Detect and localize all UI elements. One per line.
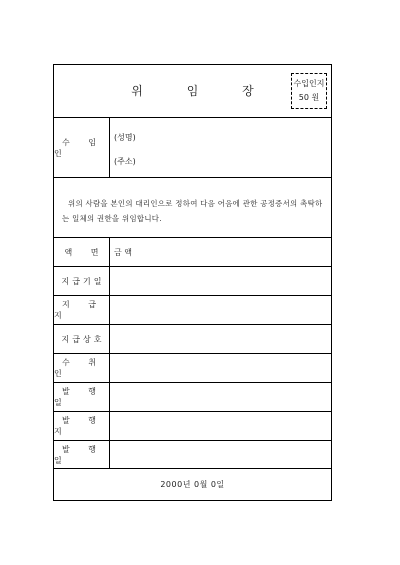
field-value[interactable] — [110, 267, 331, 295]
recipient-name-field[interactable]: (성명) — [114, 133, 136, 142]
field-label: 지 급 지 — [54, 296, 110, 324]
delegation-statement: 위의 사람을 본인의 대리인으로 정하여 다음 어음에 관한 공정증서의 촉탁하는 일체의 권한을 위임합니다. — [62, 199, 323, 223]
field-label: 액 면 — [54, 238, 110, 266]
field-value[interactable] — [110, 383, 331, 411]
recipient-label: 수 임 인 — [54, 118, 110, 177]
field-label: 수 취 인 — [54, 354, 110, 382]
field-value[interactable] — [110, 296, 331, 324]
field-value[interactable] — [110, 412, 331, 440]
stamp-amount: 50 원 — [298, 93, 320, 102]
title-row — [54, 65, 331, 118]
field-row — [54, 354, 331, 383]
field-row — [54, 412, 331, 441]
field-label: 발 행 일 — [54, 441, 110, 468]
field-row — [54, 238, 331, 267]
field-value[interactable] — [110, 325, 331, 353]
field-value[interactable] — [110, 441, 331, 468]
field-label: 발 행 지 — [54, 412, 110, 440]
field-row — [54, 383, 331, 412]
revenue-stamp-box — [291, 73, 327, 109]
document-date: 2000년 0월 0일 — [160, 480, 225, 489]
field-label: 발 행 일 — [54, 383, 110, 411]
recipient-address-field[interactable]: (주소) — [114, 157, 136, 166]
date-row — [54, 469, 331, 500]
field-row — [54, 267, 331, 296]
document-title: 위 임 장 — [131, 84, 274, 98]
field-label: 지급상호 — [54, 325, 110, 353]
field-value[interactable]: 금 액 — [114, 247, 132, 257]
field-row — [54, 325, 331, 354]
field-label: 지급기일 — [54, 267, 110, 295]
stamp-label: 수입인지 — [293, 79, 325, 88]
field-value[interactable] — [110, 354, 331, 382]
field-row — [54, 296, 331, 325]
field-row — [54, 441, 331, 469]
recipient-row — [54, 118, 331, 178]
power-of-attorney-form — [53, 64, 332, 501]
statement-row — [54, 178, 331, 238]
